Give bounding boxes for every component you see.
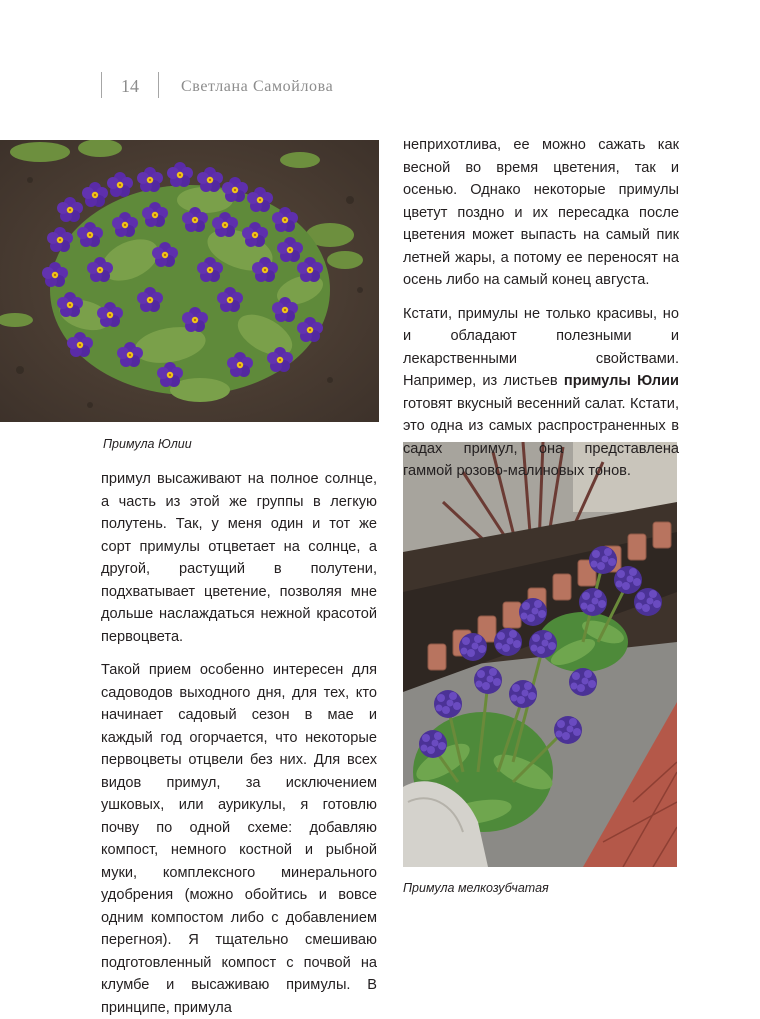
bold-term: примулы Юлии — [563, 373, 679, 389]
figure-caption-2: Примула мелкозубчатая — [403, 881, 549, 895]
photo-primula-denticulata — [403, 442, 677, 867]
page-header — [0, 0, 760, 110]
paragraph: Такой прием особенно интересен для садоводов выходного дня, для тех, кто начинает садовый сезон в мае и каждый год огорчается, что некоторые первоцветы отцвели без них. Для всех видов примул, за исключением ушковых, или аурикулы, я готовлю почву по одной схеме: добавляю компост, немного костной и рыбной муки, комплексного минерального удобрения (можно обойтись и вовсе одним компостом либо с добавлением перегноя). Я тщательно смешиваю подготовленный компост с почвой на клумбе и высаживаю примулы. В принципе, примула — [101, 662, 377, 1016]
paragraph: неприхотлива, ее можно сажать как весной во время цветения, так и осенью. Однако некоторые примулы цветут поздно и их пересадка после цветения может выпасть на самый пик летней жары, а потому ее переносят на осень либо на самый конец августа. — [403, 137, 679, 288]
header-divider-left — [101, 72, 102, 98]
photo-primula-juliae — [0, 140, 379, 422]
page-number: 14 — [121, 76, 139, 96]
header-divider-right — [158, 72, 159, 98]
right-column-text — [403, 134, 679, 483]
figure-caption-1: Примула Юлии — [103, 437, 192, 451]
paragraph: примул высаживают на полное солнце, а часть из этой же группы в легкую полутень. Так, у меня один и тот же сорт примулы отцветает на солнце, а другой, растущий в полутени, подхватывает цветение, позволяя мне дольше наслаждаться нежной красотой первоцвета. — [101, 471, 377, 645]
running-head-author: Светлана Самойлова — [181, 78, 334, 95]
left-column-text — [101, 468, 377, 1019]
paragraph: Кстати, примулы не только красивы, но и обладают полезными и лекарственными свойствами. Например, из листьев примулы Юлии готовят вкусный весенний салат. Кстати, это одна из самых распространенных в садах примул, она представлена гаммой розово-малиновых тонов. — [403, 305, 679, 479]
